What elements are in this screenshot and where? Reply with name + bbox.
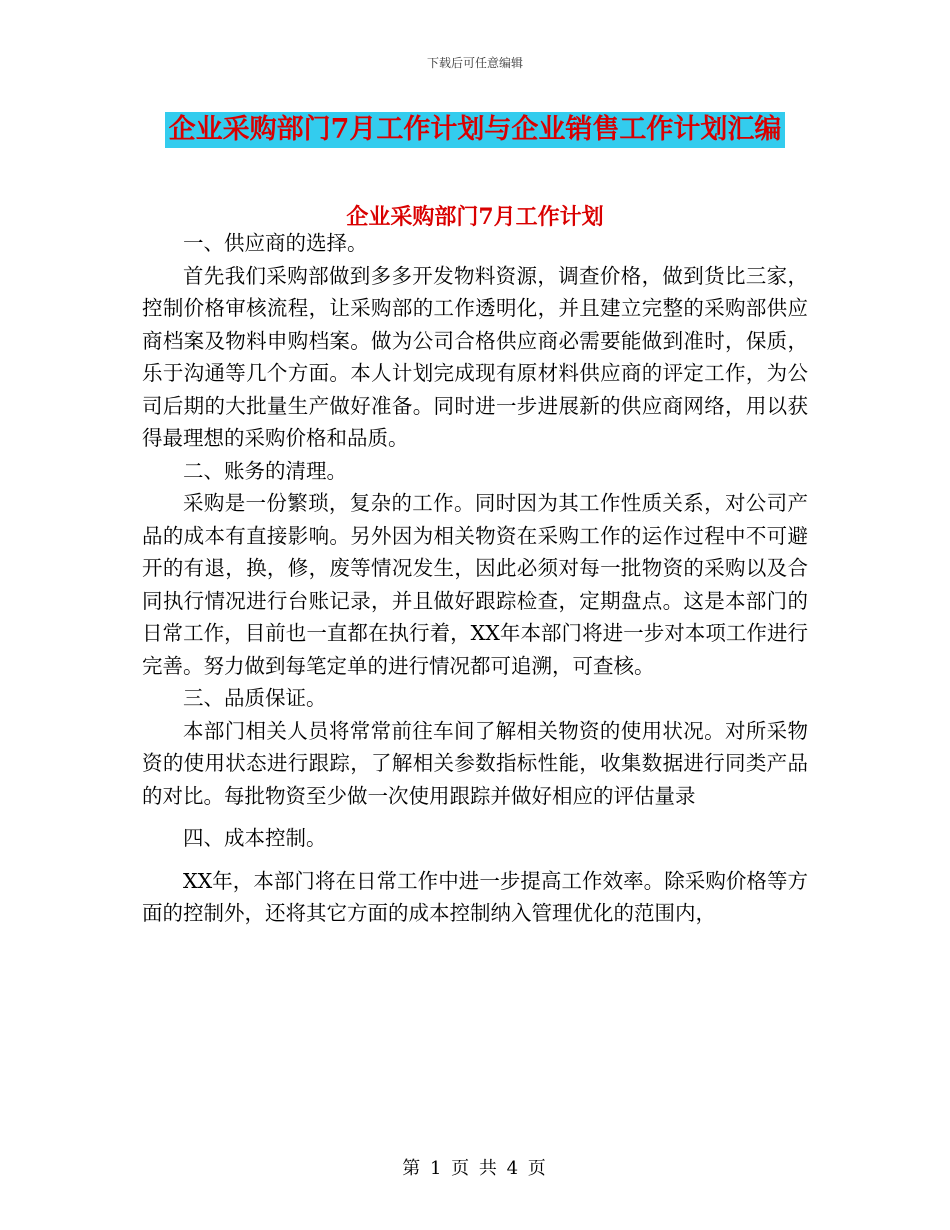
document-body bbox=[142, 227, 808, 930]
heading-quality-assurance: 三、品质保证。 bbox=[183, 686, 327, 710]
paragraph-quality-assurance: 本部门相关人员将常常前往车间了解相关物资的使用状况。对所采物资的使用状态进行跟踪，了解相关参数指标性能，收集数据进行同类产品的对比。每批物资至少做一次使用跟踪并做好相应的评估量录 bbox=[142, 718, 808, 808]
document-title: 企业采购部门7月工作计划与企业销售工作计划汇编 bbox=[165, 112, 786, 148]
heading-cost-control: 四、成本控制。 bbox=[183, 826, 327, 850]
page-header-note: 下载后可任意编辑 bbox=[426, 56, 523, 70]
paragraph-cost-control: XX年，本部门将在日常工作中进一步提高工作效率。除采购价格等方面的控制外，还将其它方面的成本控制纳入管理优化的范围内， bbox=[142, 868, 808, 925]
section-title: 企业采购部门7月工作计划 bbox=[346, 204, 604, 230]
page-number-footer: 第 1 页 共 4 页 bbox=[402, 1158, 548, 1179]
paragraph-account-cleanup: 采购是一份繁琐，复杂的工作。同时因为其工作性质关系，对公司产品的成本有直接影响。另外因为相关物资在采购工作的运作过程中不可避开的有退，换，修，废等情况发生，因此必须对每一批物资的采购以及合同执行情况进行台账记录，并且做好跟踪检查，定期盘点。这是本部门的日常工作，目前也一直都在执行着，XX年本部门将进一步对本项工作进行完善。努力做到每笔定单的进行情况都可追溯，可查核。 bbox=[142, 491, 808, 678]
heading-supplier-selection: 一、供应商的选择。 bbox=[183, 231, 368, 255]
heading-account-cleanup: 二、账务的清理。 bbox=[183, 458, 347, 483]
document-title-container bbox=[0, 112, 950, 148]
paragraph-supplier-selection: 首先我们采购部做到多多开发物料资源，调查价格，做到货比三家，控制价格审核流程，让采购部的工作透明化，并且建立完整的采购部供应商档案及物料申购档案。做为公司合格供应商必需要能做到准时，保质，乐于沟通等几个方面。本人计划完成现有原材料供应商的评定工作，为公司后期的大批量生产做好准备。同时进一步进展新的供应商网络，用以获得最理想的采购价格和品质。 bbox=[142, 263, 808, 450]
